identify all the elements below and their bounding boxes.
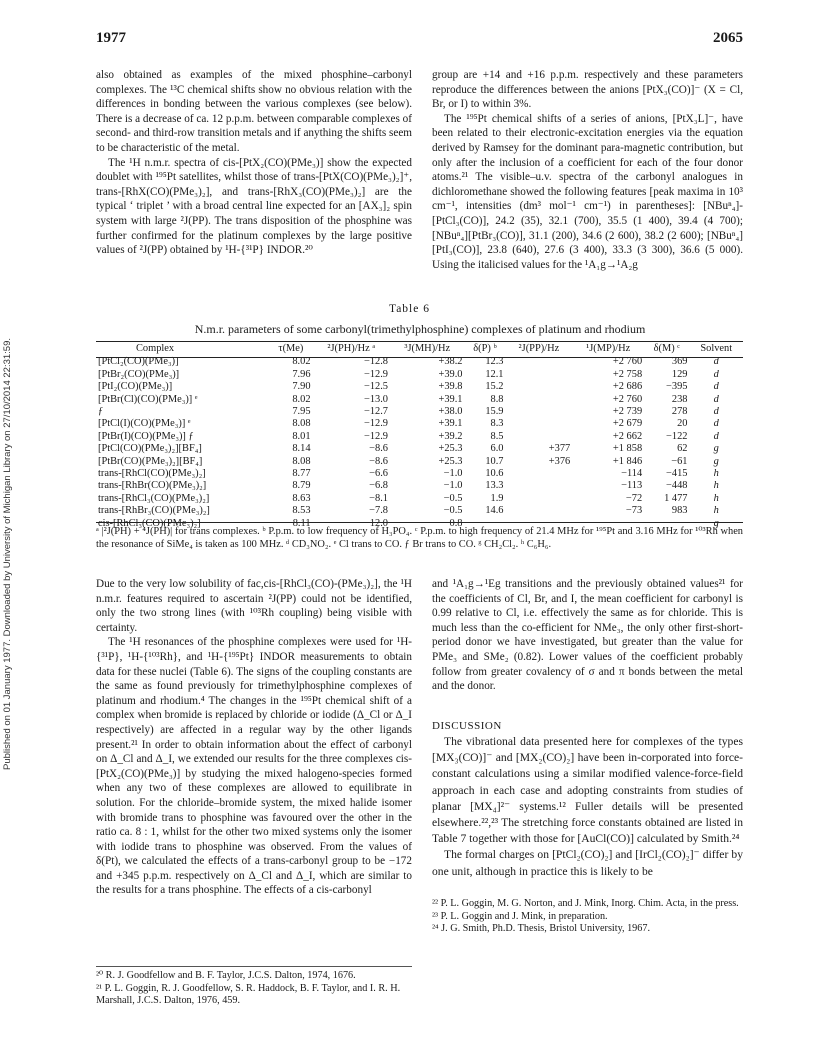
- table-cell: h: [713, 468, 719, 480]
- table-cell: +39.0: [438, 368, 463, 380]
- table-cell: g: [713, 443, 719, 455]
- download-watermark: Published on 01 January 1977. Downloaded by University of Michigan Library on 27/10/2014 22:31:59.: [2, 337, 13, 770]
- table-cell: +39.1: [438, 418, 463, 430]
- table-cell: +25.3: [438, 455, 463, 467]
- table-cell: d: [713, 430, 719, 442]
- table-body: [96, 356, 743, 530]
- table-cell: [506, 369, 573, 381]
- table-cell: −1.0: [443, 480, 463, 492]
- table-cell: 10.6: [485, 468, 504, 480]
- table-cell: −8.6: [369, 455, 388, 467]
- table-cell: 8.02: [292, 393, 311, 405]
- table-cell: [506, 505, 573, 517]
- table-row: [96, 505, 743, 517]
- paragraph: The formal charges on [PtCl₂(CO)₂] and [IrCl₂(CO)₂]⁻ differ by one unit, although in practice this is likely to be: [432, 848, 743, 878]
- table-cell: [PtI₂(CO)(PMe₃)]: [98, 381, 173, 393]
- table-cell: 278: [671, 406, 688, 418]
- table-cell: +1 858: [612, 443, 643, 455]
- table-cell: [506, 381, 573, 393]
- reference: ²² P. L. Goggin, M. G. Norton, and J. Mink, Inorg. Chim. Acta, in the press.: [432, 898, 739, 909]
- table-cell: −12.9: [363, 418, 388, 430]
- table-cell: h: [713, 505, 719, 517]
- table-cell: [506, 418, 573, 430]
- col-header: ¹J(MP)/Hz: [586, 343, 631, 354]
- table-cell: 15.9: [485, 406, 504, 418]
- table-cell: 983: [671, 505, 688, 517]
- table-cell: [506, 480, 573, 492]
- table-cell: −8.6: [369, 443, 388, 455]
- table-cell: g: [713, 517, 719, 529]
- table-cell: [506, 406, 573, 418]
- table-cell: +39.2: [438, 430, 463, 442]
- table-cell: +2 758: [612, 368, 643, 380]
- table-row: [96, 356, 743, 368]
- table-cell: [506, 431, 573, 443]
- col-header: Solvent: [700, 343, 733, 354]
- table-cell: 8.8: [490, 393, 504, 405]
- table-cell: +376: [548, 455, 571, 467]
- table-footnote: ᵃ |²J(PH) + ⁴J(PH)| for trans complexes. ᵇ P.p.m. to low frequency of H₃PO₄. ᶜ P.p.m. to high frequency of 21.4 MHz for ¹⁹⁵Pt and 3.16 MHz for ¹⁰³Rh when the resonance of SiMe₄ is taken as 100 MHz. ᵈ CD₃NO₂. ᵉ Cl trans to CO. ƒ Br trans to CO. ᵍ CH₂Cl₂. ʰ C₆H₆.: [96, 526, 743, 550]
- table-cell: trans-[RhBr(CO)(PMe₃)₂]: [98, 480, 207, 492]
- table-cell: [PtCl(CO)(PMe₃)₂][BF₄]: [98, 443, 202, 455]
- bottom-left-references: [96, 966, 412, 1008]
- paragraph: The ¹H n.m.r. spectra of cis-[PtX₂(CO)(PMe₃)] show the expected doublet with ¹⁹⁵Pt satellites, whilst those of trans-[PtX(CO)(PMe₃)₂]⁺, trans-[RhX(CO)(PMe₃)₂], and trans-[RhX₃(CO)(PMe₃)₂] are the typical ‘ triplet ’ with a broad central line expected for an [AX₃]₂ spin system with large ²J(PP). The trans disposition of the phosphine was further confirmed for the platinum complexes by the large positive values of ²J(PP) obtained by ¹H-{³¹P} INDOR.²⁰: [96, 156, 412, 257]
- table-cell: +2 686: [612, 381, 643, 393]
- table-cell: −12.9: [363, 368, 388, 380]
- table-row: [96, 418, 743, 430]
- table-cell: [PtBr₂(CO)(PMe₃)]: [98, 368, 180, 380]
- table-cell: −13.0: [363, 393, 388, 405]
- table-cell: 8.02: [292, 356, 311, 368]
- table-cell: trans-[RhCl₃(CO)(PMe₃)₂]: [98, 492, 210, 504]
- table-cell: 8.14: [292, 443, 311, 455]
- table-cell: +38.0: [438, 406, 463, 418]
- table-row: [96, 493, 743, 505]
- table-cell: d: [713, 393, 719, 405]
- section-heading: DISCUSSION: [432, 720, 502, 732]
- table-cell: −1.0: [443, 468, 463, 480]
- table-cell: [506, 394, 573, 406]
- table-row: [96, 468, 743, 480]
- table-cell: 1.9: [490, 492, 504, 504]
- table-cell: h: [713, 492, 719, 504]
- col-header: ³J(MH)/Hz: [404, 343, 451, 354]
- table-cell: h: [713, 480, 719, 492]
- table-cell: trans-[RhBr₃(CO)(PMe₃)₂]: [98, 505, 210, 517]
- table-cell: −114: [621, 468, 643, 480]
- table-cell: 7.95: [292, 406, 311, 418]
- table-cell: 8.5: [490, 430, 504, 442]
- table-caption: N.m.r. parameters of some carbonyl(trimethylphosphine) complexes of platinum and rhodium: [194, 322, 646, 336]
- table-cell: 12.0: [369, 517, 388, 529]
- table-cell: −12.7: [363, 406, 388, 418]
- reference: ²¹ P. L. Goggin, R. J. Goodfellow, S. R. Haddock, B. F. Taylor, and I. R. H. Marshall, J.C.S. Dalton, 1976, 459.: [96, 982, 401, 1007]
- table-cell: 62: [677, 443, 688, 455]
- table-cell: trans-[RhCl(CO)(PMe₃)₂]: [98, 468, 206, 480]
- table-cell: 369: [671, 356, 688, 368]
- year-header: 1977: [96, 30, 126, 46]
- table-cell: −12.9: [363, 430, 388, 442]
- col-header: τ(Me): [278, 343, 304, 354]
- table-cell: +2 679: [612, 418, 643, 430]
- table-cell: 10.7: [485, 455, 504, 467]
- table-cell: 8.08: [292, 418, 311, 430]
- table-header-rule: [96, 357, 743, 358]
- reference: ²⁰ R. J. Goodfellow and B. F. Taylor, J.C.S. Dalton, 1974, 1676.: [96, 970, 356, 981]
- table-cell: −0.5: [443, 505, 463, 517]
- col-header: δ(M) ᶜ: [653, 343, 680, 354]
- table-cell: −6.6: [369, 468, 388, 480]
- discussion-section: [432, 734, 743, 880]
- table-row: [96, 443, 743, 455]
- nmr-table: [96, 341, 743, 530]
- reference: ²³ P. L. Goggin and J. Mink, in preparation.: [432, 910, 608, 922]
- table-cell: 14.6: [485, 505, 504, 517]
- bottom-right-references: [432, 898, 743, 936]
- reference: ²⁴ J. G. Smith, Ph.D. Thesis, Bristol University, 1967.: [432, 923, 651, 935]
- paragraph: group are +14 and +16 p.p.m. respectively and these parameters reproduce the differences between the anions [PtX₃(CO)]⁻ (X = Cl, Br, or I) to within 3%.: [432, 69, 743, 111]
- table-cell: −7.8: [369, 505, 388, 517]
- table-cell: g: [713, 455, 719, 467]
- table-cell: d: [713, 406, 719, 418]
- table-top-rule: [96, 341, 743, 342]
- table-cell: +1 846: [612, 455, 643, 467]
- table-cell: d: [713, 356, 719, 368]
- table-cell: 6.0: [490, 443, 504, 455]
- paragraph: The ¹⁹⁵Pt chemical shifts of a series of anions, [PtX₃L]⁻, have been related to their electronic-excitation energies via the equation derived by Ramsey for the dominant para-magnetic contribution, but only after the inclusion of a coefficient for each of the four donor atoms.²¹ The visible–u.v. spectra of the carbonyl analogues in dichloromethane showed the following features [peak maxima in 10³ cm⁻¹, intensities (dm³ mol⁻¹ cm⁻¹) in parentheses]: [NBuⁿ₄]-[PtCl₃(CO)], 24.2 (35), 32.1 (700), 35.5 (1 400), 39.4 (4 700); [NBuⁿ₄][PtBr₃(CO)], 31.1 (200), 34.6 (2 600), 38.2 (2 600); [NBuⁿ₄][PtI₃(CO)], 23.8 (640), 27.6 (3 400), 33.3 (3 300), 36.6 (5 000). Using the italicised values for the ¹A₁g→¹A₂g: [432, 112, 743, 271]
- table-cell: [506, 493, 573, 505]
- table-cell: 8.08: [292, 455, 311, 467]
- table-cell: −448: [666, 480, 688, 492]
- table-cell: [PtCl(I)(CO)(PMe₃)] ᵉ: [98, 418, 191, 430]
- table-cell: −113: [621, 480, 643, 492]
- table-cell: [506, 356, 573, 368]
- table-cell: 8.79: [292, 480, 311, 492]
- top-left-column: [96, 68, 412, 258]
- table-row: [96, 381, 743, 393]
- table-cell: −61: [671, 455, 688, 467]
- bottom-right-column: [432, 577, 743, 694]
- table-cell: −0.5: [443, 492, 463, 504]
- table-cell: +39.1: [438, 393, 463, 405]
- table-cell: −12.5: [363, 381, 388, 393]
- table-cell: +2 662: [612, 430, 643, 442]
- table-cell: −395: [666, 381, 688, 393]
- table-cell: 8.77: [292, 468, 311, 480]
- table-cell: 0.8: [449, 517, 463, 529]
- page-number: 2065: [713, 30, 743, 46]
- table-row: [96, 480, 743, 492]
- table-row: [96, 394, 743, 406]
- table-cell: [506, 468, 573, 480]
- table-cell: 13.3: [485, 480, 504, 492]
- table-cell: d: [713, 368, 719, 380]
- bottom-left-column: [96, 577, 412, 898]
- col-header: ²J(PP)/Hz: [518, 343, 560, 354]
- table-cell: 15.2: [485, 381, 504, 393]
- table-row: [96, 431, 743, 443]
- table-cell: 7.90: [292, 381, 311, 393]
- table-cell: 238: [671, 393, 688, 405]
- table-cell: ƒ: [98, 406, 104, 418]
- table-cell: 1 477: [664, 492, 688, 504]
- table-row: [96, 456, 743, 468]
- table-cell: −415: [666, 468, 688, 480]
- table-cell: −8.1: [369, 492, 388, 504]
- table-cell: −72: [625, 492, 643, 504]
- table-cell: +2 760: [612, 356, 643, 368]
- table-cell: d: [713, 381, 719, 393]
- col-header: ²J(PH)/Hz ᵃ: [327, 343, 376, 354]
- col-header: Complex: [136, 343, 175, 354]
- table-cell: −12.8: [363, 356, 388, 368]
- table-cell: 8.53: [292, 505, 311, 517]
- table-cell: +2 760: [612, 393, 643, 405]
- table-header-row: [96, 341, 743, 356]
- table-label: Table 6: [388, 303, 430, 315]
- table-cell: +25.3: [438, 443, 463, 455]
- table-cell: [PtCl₂(CO)(PMe₃)]: [98, 356, 179, 368]
- table-cell: +38.2: [438, 356, 463, 368]
- table-cell: [PtBr(Cl)(CO)(PMe₃)] ᵉ: [98, 393, 198, 405]
- table-cell: [PtBr(CO)(PMe₃)₂][BF₄]: [98, 455, 203, 467]
- paragraph: also obtained as examples of the mixed phosphine–carbonyl complexes. The ¹³C chemical shifts show no obvious relation with the differences in bonding between the various complexes (see below). There is a decrease of ca. 12 p.p.m. between comparable complexes of second- and third-row transition metals and if anything the shifts seem to be characteristic of the metal.: [96, 69, 412, 154]
- top-right-column: [432, 68, 743, 272]
- table-cell: 129: [671, 368, 688, 380]
- table-cell: +2 739: [612, 406, 643, 418]
- table-cell: d: [713, 418, 719, 430]
- paragraph: The ¹H resonances of the phosphine complexes were used for ¹H-{³¹P}, ¹H-{¹⁰³Rh}, and ¹H-{¹⁹⁵Pt} INDOR measurements to obtain data for these nuclei (Table 6). The signs of the coupling constants are the same as found previously for trimethylphosphine complexes of platinum and rhodium.⁴ The changes in the ¹⁹⁵Pt chemical shift of a complex when bromide is replaced by chloride or iodide (Δ_Cl or Δ_I respectively) are affected in a regular way by the other ligands present.²¹ In order to obtain information about the effect of carbonyl on Δ_Cl and Δ_I, we extended our results for the three complexes cis-[PtX₂(CO)(PMe₃)] by studying the mixed halogeno-species formed when any two of these complexes are allowed to equilibrate in solution. For the chloride–bromide system, the mixed halide isomer with bromide trans to phosphine was favoured over the other in the ratio ca. 8 : 1, whilst for the other two mixed systems only the isomer with iodide trans to phosphine was observed. From the values of δ(Pt), we calculated the effects of a trans-carbonyl group to be −172 and +345 p.p.m. respectively on Δ_Cl and Δ_I, which are similar to the results for a trans phosphine. The effects of a cis-carbonyl: [96, 636, 412, 897]
- paragraph: Due to the very low solubility of fac,cis-[RhCl₃(CO)-(PMe₃)₂], the ¹H n.m.r. features required to ascertain ²J(PP) could not be identified, only the two strong lines (with ¹⁰³Rh coupling) being visible with certainty.: [96, 578, 412, 634]
- table-cell: 8.11: [292, 517, 311, 529]
- col-header: δ(P) ᵇ: [473, 343, 497, 354]
- table-cell: −122: [666, 430, 688, 442]
- paragraph: The vibrational data presented here for complexes of the types [MX₃(CO)]⁻ and [MX₂(CO)₂] have been in-corporated into force-constant calculations using a similar modified valence-force-field approach in each case and adopting constraints from studies of planar [MX₄]²⁻ systems.¹² Fuller details will be presented elsewhere.²²,²³ The stretching force constants obtained are listed in Table 7 together with those for [AuCl(CO)] calculated by Smith.²⁴: [432, 735, 743, 846]
- table-cell: 8.63: [292, 492, 311, 504]
- table-cell: 7.96: [292, 368, 311, 380]
- table-row: [96, 369, 743, 381]
- table-cell: −73: [625, 505, 643, 517]
- table-cell: [PtBr(I)(CO)(PMe₃)] ƒ: [98, 430, 194, 442]
- table-cell: +377: [548, 443, 571, 455]
- table-cell: 12.3: [485, 356, 504, 368]
- table-cell: 8.3: [490, 418, 504, 430]
- paragraph: and ¹A₁g→¹Eg transitions and the previously obtained values²¹ for the coefficients of Cl, Br, and I, the mean coefficient for carbonyl is 0.99 relative to Cl, i.e. effectively the same as for chloride. This is much less than the co-efficient for NMe₃, the only other first-short-period donor we have investigated, but greater than the value for PMe₃ and SMe₂ (0.82). Lower values of the coefficient probably follow from greater covalency of σ and π bonds between the metal and the donor.: [432, 578, 743, 693]
- table-cell: −6.8: [369, 480, 388, 492]
- table-row: [96, 406, 743, 418]
- table-cell: 12.1: [485, 368, 504, 380]
- table-cell: +39.8: [438, 381, 463, 393]
- table-cell: 8.01: [292, 430, 311, 442]
- table-cell: cis-[RhCl₃(CO)(PMe₃)₂]: [98, 517, 201, 529]
- table-bottom-rule: [96, 522, 743, 523]
- table-cell: 20: [677, 418, 688, 430]
